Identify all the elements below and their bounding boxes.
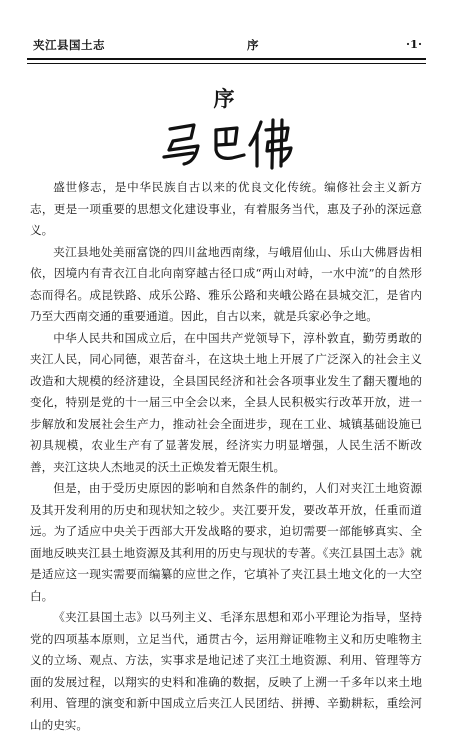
header-section: 序	[247, 38, 259, 52]
handwritten-signature	[160, 112, 300, 174]
running-header	[27, 36, 426, 54]
paragraph: 盛世修志，是中华民族自古以来的优良文化传统。编修社会主义新方志，更是一项重要的思想文化建设事业，有着服务当代，惠及子孙的深远意义。	[30, 180, 422, 237]
paragraph: 中华人民共和国成立后，在中国共产党领导下，淳朴敦直，勤劳勇敢的夹江人民，同心同德，艰苦奋斗，在这块土地上开展了广泛深入的社会主义改造和大规模的经济建设，全县国民经济和社会各项事业发生了翻天覆地的变化，特别是党的十一届三中全会以来，全县人民积极实行改革开放，进一步解放和发展社会生产力，推动社会全面进步，现在工业、城镇基础设施已初具规模，农业生产有了显著发展，经济实力明显增强，人民生活不断改善，夹江这块人杰地灵的沃土正焕发着无限生机。	[30, 330, 422, 474]
header-book-title: 夹江县国土志	[33, 38, 105, 52]
preface-body	[30, 177, 422, 736]
header-rule	[27, 58, 426, 64]
paragraph: 但是，由于受历史原因的影响和自然条件的制约，人们对夹江土地资源及其开发利用的历史和现状知之较少。夹江要开发，要改革开放，任重而道远。为了适应中央关于西部大开发战略的要求，迫切需要一部能够真实、全面地反映夹江县土地资源及其利用的历史与现状的专著。《夹江县国土志》就是适应这一现实需要而编纂的应世之作，它填补了夹江县土地文化的一大空白。	[30, 481, 422, 603]
page-title: 序	[213, 86, 237, 111]
paragraph: 《夹江县国土志》以马列主义、毛泽东思想和邓小平理论为指导，坚持党的四项基本原则，立足当代，通贯古今，运用辩证唯物主义和历史唯物主义的立场、观点、方法，实事求是地记述了夹江土地资源、利用、管理等方面的发展过程，以翔实的史料和准确的数据，反映了上溯一千多年以来土地利用、管理的演变和新中国成立后夹江人民团结、拼搏、辛勤耕耘，重绘河山的史实。	[30, 610, 422, 732]
header-page-number: ·1·	[405, 37, 422, 51]
paragraph: 夹江县地处美丽富饶的四川盆地西南缘，与峨眉仙山、乐山大佛唇齿相依，因境内有青衣江自北向南穿越古径口成“两山对峙，一水中流”的自然形态而得名。成昆铁路、成乐公路、雅乐公路和夹峨公路在县城交汇，是省内乃至大西南交通的重要通道。因此，自古以来，就是兵家必争之地。	[30, 244, 422, 323]
